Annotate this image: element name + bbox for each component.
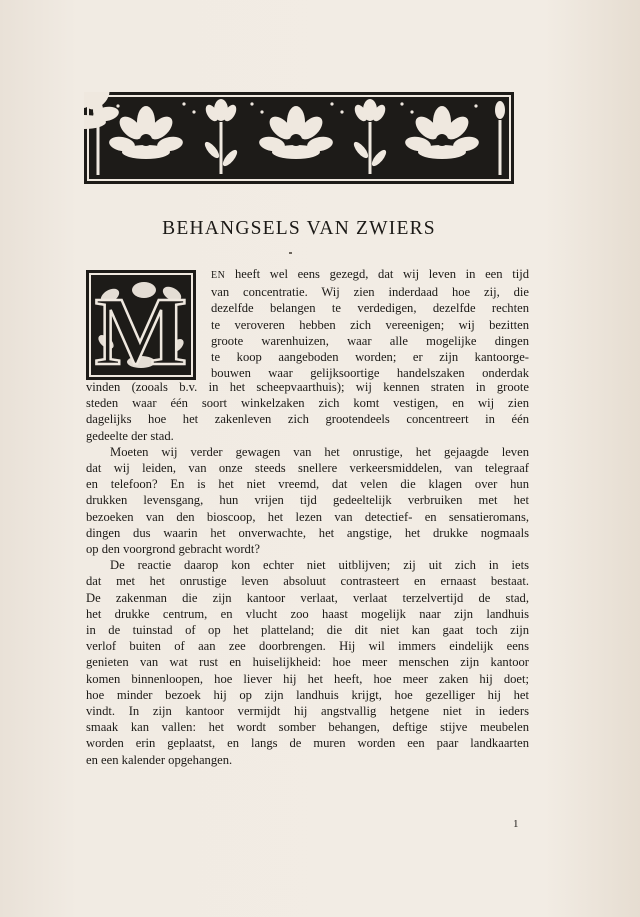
text-line: bezoeken van den bioscoop, het lezen van detectief- en sensatieromans,: [86, 509, 529, 524]
text-line: vinden (zooals b.v. in het scheepvaarthuis); wij kennen straten in groote: [86, 380, 529, 394]
text-line: EN heeft wel eens gezegd, dat wij leven in een tijd: [211, 267, 529, 281]
article-title: BEHANGSELS VAN ZWIERS: [162, 218, 436, 239]
text-line: dat met het onrustige leven absoluut contrasteert en ernaast bestaat.: [86, 574, 529, 589]
floral-header-ornament: [84, 92, 514, 184]
text-line: groote warenhuizen, waar alle mogelijke dingen: [211, 333, 529, 348]
text-line: in de tuinstad of op het platteland; die dit niet kan gaat toch zijn: [86, 623, 529, 638]
text-line: dezelfde belangen te verdedigen, dezelfde rechten: [211, 301, 529, 316]
text-line: verlof buiten of aan zee doorbrengen. Hij wil immers eindelijk eens: [86, 639, 529, 654]
paragraph-1-beside-initial: [211, 266, 529, 381]
text-line: bouwen waar gelijksoortige handelszaken onderdak: [211, 366, 529, 381]
decorated-initial-m: [86, 270, 196, 380]
text-line: van concentratie. Wij zien inderdaad hoe zij, die: [211, 285, 529, 300]
text-line: hoe minder bezoek hij op zijn landhuis krijgt, hoe gezelliger hij het: [86, 687, 529, 702]
title-ornament-dot: [289, 252, 292, 254]
text-line: worden erin geplaatst, en langs de muren worden een paar landkaarten: [86, 736, 529, 751]
page-number: 1: [513, 818, 519, 830]
text-line: dingen dus waarin het onverwachte, het angstige, het drukke nogmaals: [86, 525, 529, 540]
text-line: op den voorgrond gebracht wordt?: [86, 542, 260, 557]
text-line: De reactie daarop kon echter niet uitblijven; zij uit zich in iets: [110, 558, 529, 573]
text-line: en een kalender opgehangen.: [86, 752, 233, 767]
body-text: [86, 379, 529, 768]
text-line: komen binnenloopen, hoe liever hij het heeft, hoe meer zaken hij doet;: [86, 671, 529, 686]
text-line: en telefoon? En is het niet vreemd, dat velen die klagen over hun: [86, 477, 529, 492]
text-line: te veroveren hebben zich vereenigen; wij bezitten: [211, 317, 529, 332]
text-line: De zakenman die zijn kantoor verlaat, verlaat terzelvertijd de stad,: [86, 590, 529, 605]
text-line: steden waar één soort winkelzaken zich komt vestigen, en wij zien: [86, 396, 529, 411]
text-line: gedeelte der stad.: [86, 428, 174, 443]
text-line: dagelijks hoe het zakenleven zich grootendeels concentreert in één: [86, 412, 529, 427]
text-line: het drukke centrum, en vlucht zoo haast mogelijk naar zijn landhuis: [86, 606, 529, 621]
text-line: drukken levensgang, hun vrijen tijd gedeeltelijk verbruiken met het: [86, 493, 529, 508]
text-line: Moeten wij verder gewagen van het onrustige, het gejaagde leven: [110, 444, 529, 459]
text-line: smaak kan vallen: het wordt somber behangen, deftige stijve meubelen: [86, 720, 529, 735]
text-line: dat wij leiden, van onze steeds snellere verkeersmiddelen, van telegraaf: [86, 461, 529, 476]
text-line: vindt. In zijn kantoor vermijdt hij angstvallig hetgene niet in ieders: [86, 704, 529, 719]
text-line: genieten van wat rust en huiselijkheid: hoe meer menschen zijn kantoor: [86, 655, 529, 670]
text-line: te koop aangeboden worden; er zijn kantoorge-: [211, 350, 529, 365]
initial-letter: M: [94, 278, 188, 380]
